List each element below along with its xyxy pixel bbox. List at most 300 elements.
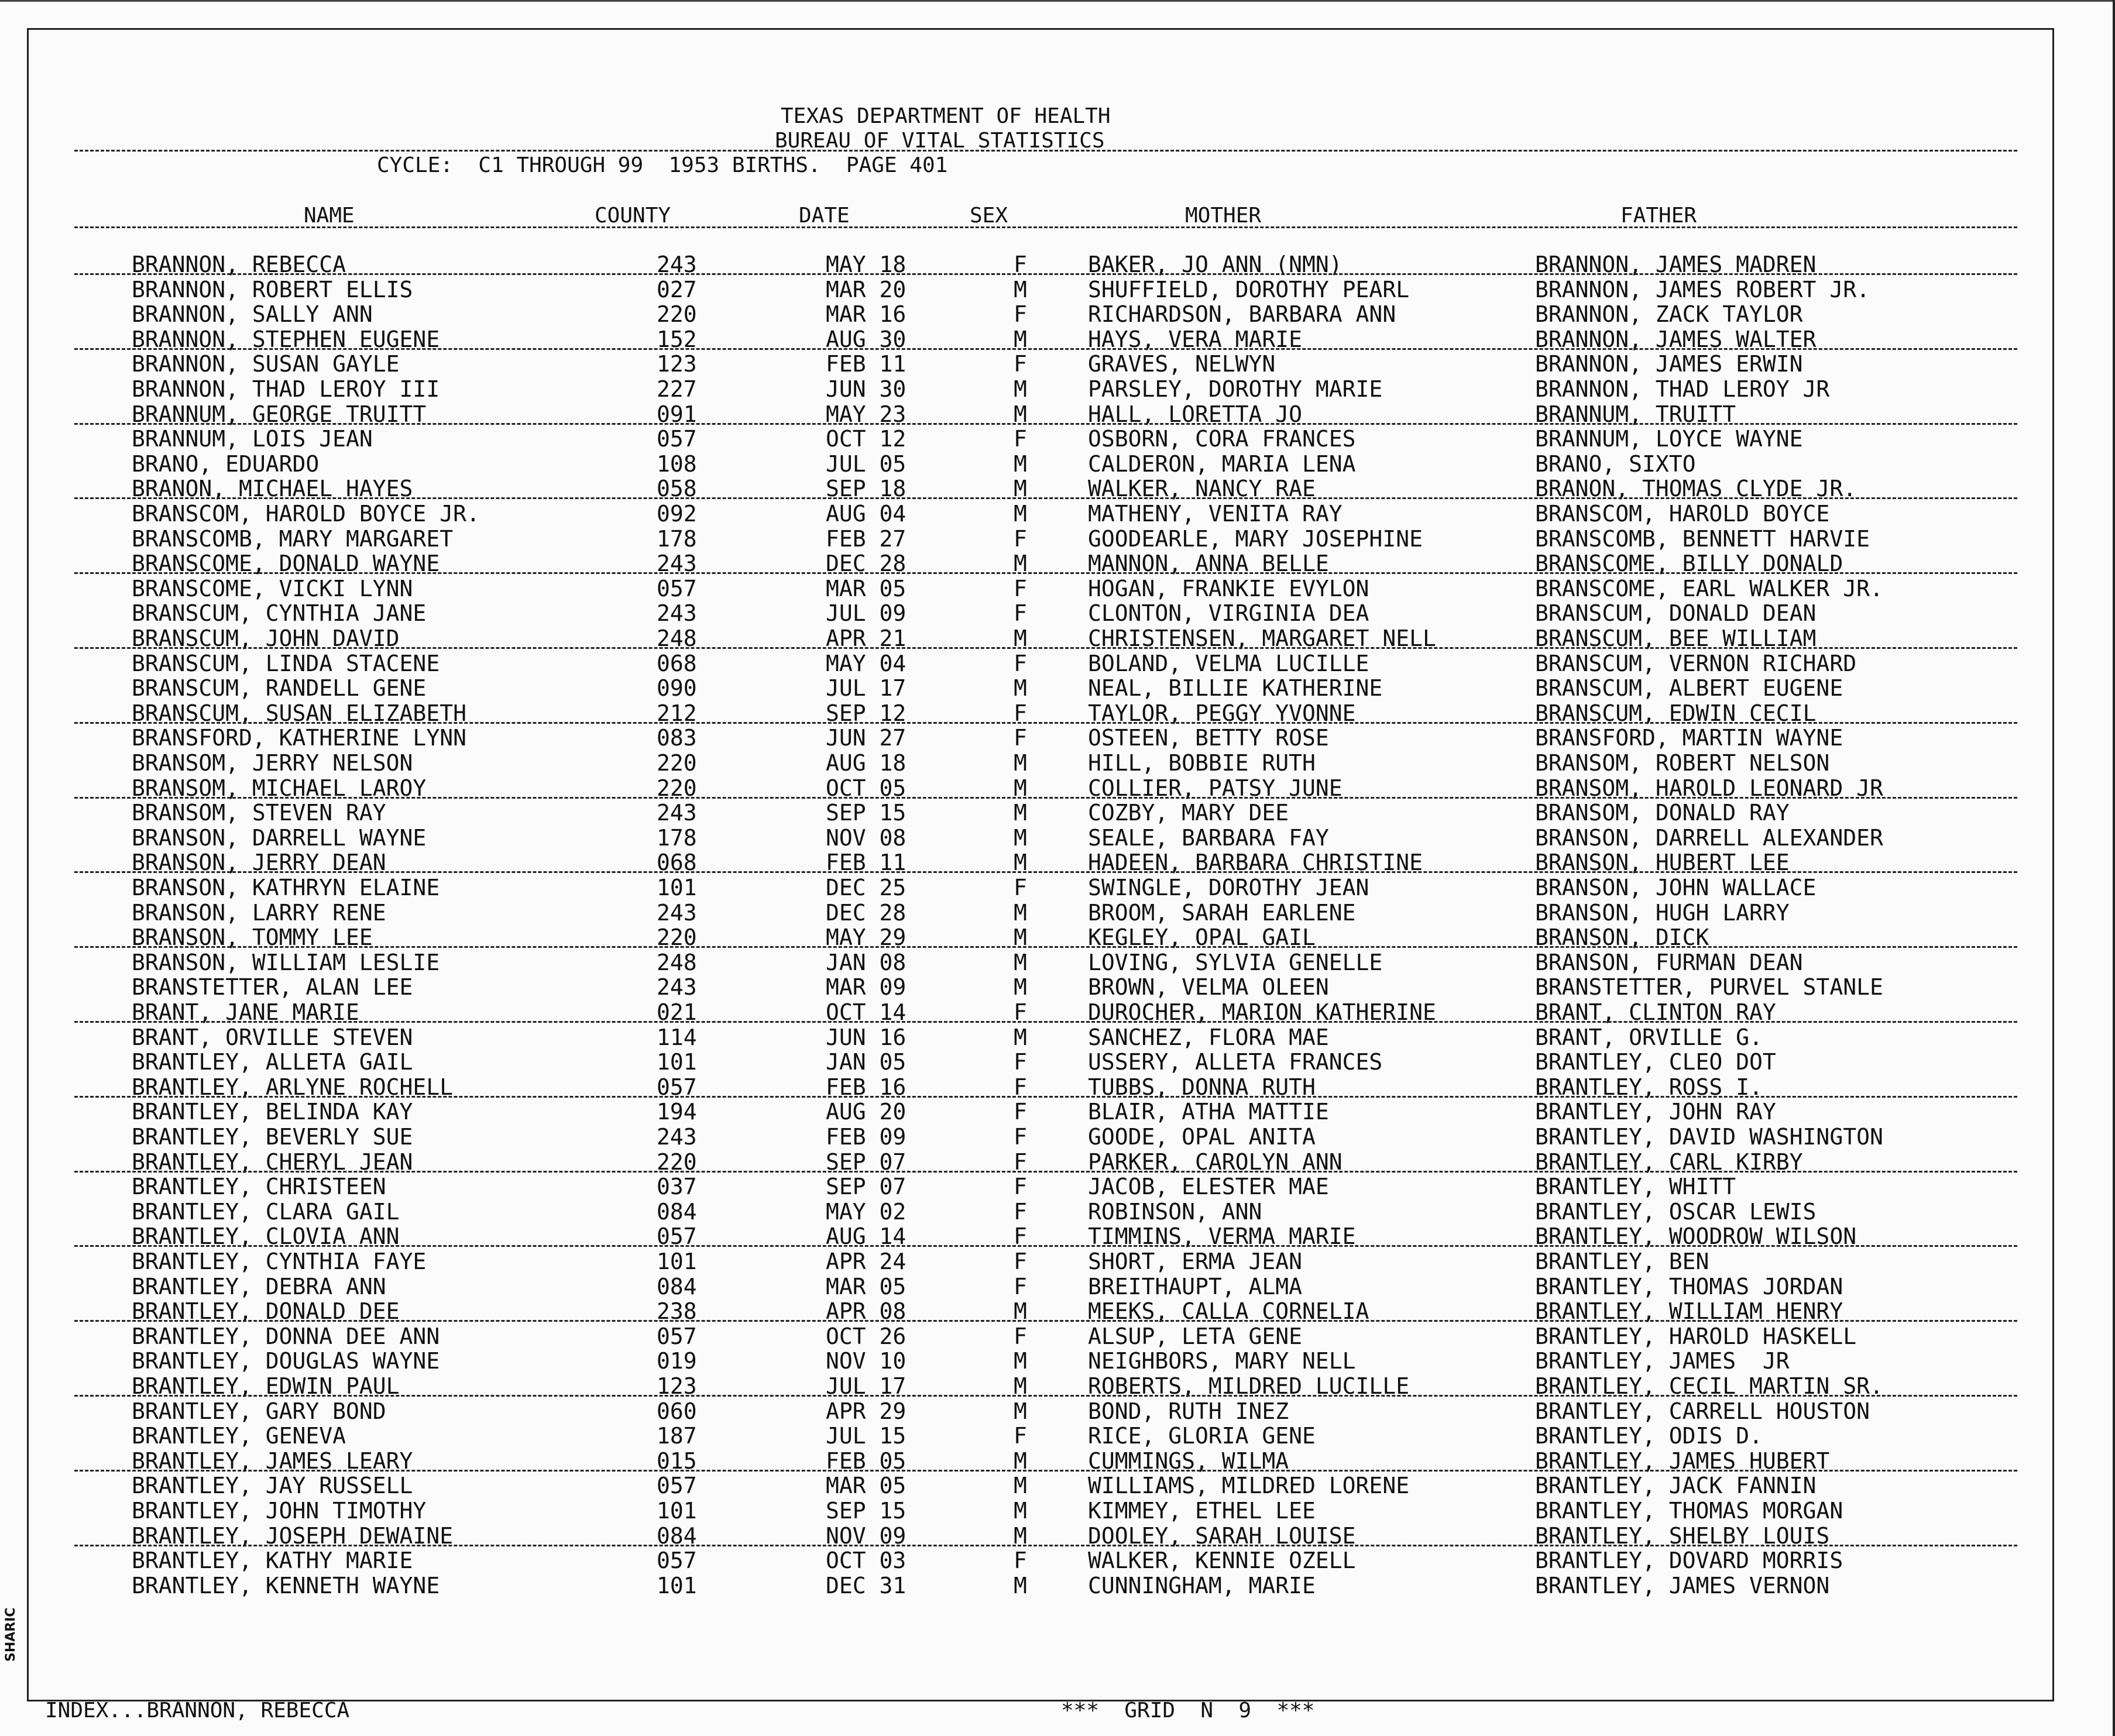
cell-sex: F [1014, 1124, 1027, 1150]
cell-mother: DUROCHER, MARION KATHERINE [1088, 999, 1436, 1025]
cell-name: BRANTLEY, ALLETA GAIL [132, 1049, 413, 1075]
cell-sex: F [1014, 1049, 1027, 1075]
cell-sex: M [1014, 1373, 1027, 1399]
cell-father: BRANTLEY, CARRELL HOUSTON [1535, 1398, 1870, 1424]
table-row [29, 601, 2056, 625]
cell-date: SEP 15 [826, 1498, 907, 1524]
cell-mother: CUMMINGS, WILMA [1088, 1448, 1289, 1474]
cell-sex: F [1014, 600, 1027, 627]
cell-county: 057 [657, 426, 697, 452]
cell-father: BRANT, ORVILLE G. [1535, 1024, 1763, 1050]
cell-name: BRANTLEY, DOUGLAS WAYNE [132, 1348, 440, 1374]
cell-name: BRANTLEY, CLARA GAIL [132, 1198, 400, 1225]
cell-father: BRANNON, JAMES WALTER [1535, 326, 1817, 352]
cell-date: NOV 08 [826, 824, 907, 851]
table-row [29, 1349, 2056, 1373]
cell-father: BRANSCUM, ALBERT EUGENE [1535, 675, 1843, 702]
cell-sex: F [1014, 1423, 1027, 1449]
table-row [29, 875, 2056, 900]
cell-name: BRANT, ORVILLE STEVEN [132, 1024, 413, 1050]
cell-county: 238 [657, 1298, 697, 1325]
cell-mother: BROWN, VELMA OLEEN [1088, 974, 1329, 1001]
cell-sex: F [1014, 1198, 1027, 1225]
cell-mother: NEAL, BILLIE KATHERINE [1088, 675, 1383, 702]
cell-father: BRANON, THOMAS CLYDE JR. [1535, 476, 1857, 502]
cell-county: 101 [657, 1049, 697, 1075]
cell-date: MAR 05 [826, 1273, 907, 1300]
cell-county: 178 [657, 824, 697, 851]
table-row [29, 1174, 2056, 1199]
cell-sex: M [1014, 750, 1027, 776]
cell-mother: MEEKS, CALLA CORNELIA [1088, 1298, 1369, 1325]
cell-father: BRANSOM, DONALD RAY [1535, 800, 1790, 826]
cell-name: BRANSON, TOMMY LEE [132, 924, 373, 951]
cell-sex: M [1014, 451, 1027, 477]
cell-name: BRANSON, JERRY DEAN [132, 850, 386, 876]
cell-name: BRANTLEY, JAY RUSSELL [132, 1473, 413, 1499]
cell-name: BRANNON, SALLY ANN [132, 301, 373, 328]
cell-father: BRANTLEY, OSCAR LEWIS [1535, 1198, 1817, 1225]
cell-father: BRANSON, JOHN WALLACE [1535, 875, 1817, 900]
report-cycle: CYCLE: C1 THROUGH 99 1953 BIRTHS. PAGE 401 [377, 153, 948, 177]
row-rule [74, 423, 2017, 425]
cell-name: BRANSOM, MICHAEL LAROY [132, 775, 427, 801]
cell-county: 114 [657, 1024, 697, 1050]
cell-sex: F [1014, 999, 1027, 1025]
cell-mother: WILLIAMS, MILDRED LORENE [1088, 1473, 1410, 1499]
cell-father: BRANTLEY, ROSS I. [1535, 1074, 1763, 1100]
cell-name: BRANTLEY, GENEVA [132, 1423, 346, 1449]
cell-mother: TUBBS, DONNA RUTH [1088, 1074, 1316, 1100]
cell-date: APR 08 [826, 1298, 907, 1325]
cell-father: BRANNUM, TRUITT [1535, 401, 1736, 427]
cell-date: NOV 09 [826, 1522, 907, 1549]
cell-date: MAY 18 [826, 252, 907, 277]
cell-mother: CHRISTENSEN, MARGARET NELL [1088, 625, 1436, 651]
cell-sex: M [1014, 476, 1027, 502]
table-row [29, 1473, 2056, 1498]
cell-mother: WALKER, NANCY RAE [1088, 476, 1316, 502]
cell-name: BRANSON, WILLIAM LESLIE [132, 949, 440, 975]
cell-date: JUN 27 [826, 725, 907, 751]
table-row [29, 1324, 2056, 1349]
cell-father: BRANNON, ZACK TAYLOR [1535, 301, 1803, 328]
cell-mother: CUNNINGHAM, MARIE [1088, 1572, 1316, 1599]
cell-date: FEB 05 [826, 1448, 907, 1474]
cell-county: 057 [657, 1074, 697, 1100]
cell-sex: M [1014, 1498, 1027, 1524]
cell-sex: M [1014, 1473, 1027, 1499]
cell-name: BRANSON, DARRELL WAYNE [132, 824, 427, 851]
cell-sex: F [1014, 1548, 1027, 1574]
cell-name: BRANTLEY, BELINDA KAY [132, 1099, 413, 1125]
cell-father: BRANTLEY, SHELBY LOUIS [1535, 1522, 1830, 1549]
cell-mother: HALL, LORETTA JO [1088, 401, 1303, 427]
side-label: SHARIC [4, 1607, 18, 1662]
row-rule [74, 348, 2017, 350]
cell-date: OCT 12 [826, 426, 907, 452]
table-row [29, 1199, 2056, 1224]
row-rule [74, 1245, 2017, 1247]
cell-county: 057 [657, 1223, 697, 1250]
cell-father: BRANO, SIXTO [1535, 451, 1696, 477]
cell-father: BRANSON, DARRELL ALEXANDER [1535, 824, 1883, 851]
cell-date: SEP 12 [826, 700, 907, 726]
cell-county: 243 [657, 1124, 697, 1150]
cell-county: 101 [657, 1572, 697, 1599]
cell-name: BRANTLEY, CHRISTEEN [132, 1174, 386, 1200]
cell-name: BRANSCOMB, MARY MARGARET [132, 525, 454, 552]
cell-name: BRANNON, REBECCA [132, 252, 346, 277]
row-rule [74, 722, 2017, 724]
table-row [29, 1099, 2056, 1124]
cell-county: 057 [657, 575, 697, 601]
cell-father: BRANSCUM, BEE WILLIAM [1535, 625, 1817, 651]
cell-father: BRANSCUM, EDWIN CECIL [1535, 700, 1817, 726]
cell-county: 084 [657, 1273, 697, 1300]
cell-father: BRANSCOME, BILLY DONALD [1535, 551, 1843, 577]
row-rule [74, 1096, 2017, 1098]
cell-date: SEP 07 [826, 1149, 907, 1175]
cell-sex: F [1014, 575, 1027, 601]
cell-county: 092 [657, 501, 697, 527]
cell-county: 187 [657, 1423, 697, 1449]
cell-date: MAY 29 [826, 924, 907, 951]
cell-county: 068 [657, 650, 697, 676]
cell-name: BRANTLEY, KENNETH WAYNE [132, 1572, 440, 1599]
cell-name: BRANNON, THAD LEROY III [132, 376, 440, 402]
cell-county: 037 [657, 1174, 697, 1200]
cell-name: BRANSFORD, KATHERINE LYNN [132, 725, 466, 751]
cell-mother: LOVING, SYLVIA GENELLE [1088, 949, 1383, 975]
cell-mother: HADEEN, BARBARA CHRISTINE [1088, 850, 1423, 876]
cell-mother: ALSUP, LETA GENE [1088, 1323, 1303, 1349]
cell-county: 243 [657, 899, 697, 926]
cell-date: APR 29 [826, 1398, 907, 1424]
cell-mother: TIMMINS, VERMA MARIE [1088, 1223, 1356, 1250]
cell-name: BRANSCUM, JOHN DAVID [132, 625, 400, 651]
cell-county: 194 [657, 1099, 697, 1125]
cell-date: MAR 16 [826, 301, 907, 328]
cell-county: 243 [657, 800, 697, 826]
cell-date: JUL 17 [826, 1373, 907, 1399]
cell-sex: F [1014, 1074, 1027, 1100]
cell-name: BRANO, EDUARDO [132, 451, 320, 477]
cell-name: BRANON, MICHAEL HAYES [132, 476, 413, 502]
cell-name: BRANTLEY, CYNTHIA FAYE [132, 1249, 427, 1274]
cell-name: BRANSCOME, VICKI LYNN [132, 575, 413, 601]
row-rule [74, 946, 2017, 948]
cell-county: 101 [657, 1498, 697, 1524]
cell-county: 015 [657, 1448, 697, 1474]
cell-name: BRANNON, SUSAN GAYLE [132, 351, 400, 377]
cell-sex: M [1014, 800, 1027, 826]
cell-county: 068 [657, 850, 697, 876]
cell-sex: F [1014, 525, 1027, 552]
table-row [29, 1050, 2056, 1074]
cell-county: 027 [657, 276, 697, 302]
cell-date: JUL 09 [826, 600, 907, 627]
row-rule [74, 497, 2017, 499]
cell-name: BRANTLEY, DONALD DEE [132, 1298, 400, 1325]
table-row [29, 501, 2056, 526]
table-row [29, 651, 2056, 676]
report-title: TEXAS DEPARTMENT OF HEALTH [781, 104, 1111, 128]
cell-mother: GRAVES, NELWYN [1088, 351, 1276, 377]
cell-county: 212 [657, 700, 697, 726]
cell-father: BRANSOM, ROBERT NELSON [1535, 750, 1830, 776]
cell-name: BRANSCOME, DONALD WAYNE [132, 551, 440, 577]
cell-father: BRANNUM, LOYCE WAYNE [1535, 426, 1803, 452]
cell-date: APR 24 [826, 1249, 907, 1274]
cell-mother: USSERY, ALLETA FRANCES [1088, 1049, 1383, 1075]
cell-date: JUN 30 [826, 376, 907, 402]
table-row [29, 1498, 2056, 1523]
cell-name: BRANTLEY, EDWIN PAUL [132, 1373, 400, 1399]
cell-mother: RICHARDSON, BARBARA ANN [1088, 301, 1396, 328]
cell-father: BRANTLEY, CARL KIRBY [1535, 1149, 1803, 1175]
cell-date: MAY 23 [826, 401, 907, 427]
footer-index: INDEX...BRANNON, REBECCA [45, 1699, 350, 1723]
table-row [29, 277, 2056, 302]
cell-father: BRANSCOM, HAROLD BOYCE [1535, 501, 1830, 527]
cell-father: BRANTLEY, JAMES JR [1535, 1348, 1790, 1374]
cell-date: AUG 04 [826, 501, 907, 527]
cell-sex: F [1014, 1099, 1027, 1125]
cell-date: DEC 28 [826, 899, 907, 926]
cell-sex: M [1014, 1572, 1027, 1599]
table-row [29, 302, 2056, 326]
col-header-sex: SEX [970, 204, 1008, 228]
cell-father: BRANTLEY, CECIL MARTIN SR. [1535, 1373, 1883, 1399]
cell-date: MAY 04 [826, 650, 907, 676]
cell-sex: M [1014, 376, 1027, 402]
cell-sex: M [1014, 1348, 1027, 1374]
table-row [29, 751, 2056, 775]
cell-date: APR 21 [826, 625, 907, 651]
cell-date: FEB 27 [826, 525, 907, 552]
cell-sex: M [1014, 276, 1027, 302]
cell-sex: M [1014, 974, 1027, 1001]
cell-mother: GOODE, OPAL ANITA [1088, 1124, 1316, 1150]
cell-county: 248 [657, 625, 697, 651]
cell-date: JUL 17 [826, 675, 907, 702]
cell-father: BRANTLEY, WOODROW WILSON [1535, 1223, 1857, 1250]
cell-date: DEC 25 [826, 875, 907, 900]
cell-name: BRANSCUM, SUSAN ELIZABETH [132, 700, 466, 726]
cell-date: JAN 08 [826, 949, 907, 975]
cell-name: BRANTLEY, DONNA DEE ANN [132, 1323, 440, 1349]
cell-name: BRANTLEY, GARY BOND [132, 1398, 386, 1424]
cell-father: BRANTLEY, WILLIAM HENRY [1535, 1298, 1843, 1325]
cell-sex: F [1014, 252, 1027, 277]
cell-name: BRANSCUM, LINDA STACENE [132, 650, 440, 676]
cell-county: 057 [657, 1473, 697, 1499]
table-row [29, 676, 2056, 700]
cell-mother: HILL, BOBBIE RUTH [1088, 750, 1316, 776]
table-row [29, 1399, 2056, 1424]
col-header-mother: MOTHER [1185, 204, 1262, 228]
row-rule [74, 572, 2017, 574]
cell-name: BRANSOM, STEVEN RAY [132, 800, 386, 826]
col-header-county: COUNTY [595, 204, 671, 228]
cell-county: 021 [657, 999, 697, 1025]
cell-sex: F [1014, 875, 1027, 900]
cell-date: MAR 20 [826, 276, 907, 302]
cell-sex: M [1014, 1448, 1027, 1474]
cell-mother: GOODEARLE, MARY JOSEPHINE [1088, 525, 1423, 552]
scan-right-edge [2113, 0, 2115, 1736]
cell-father: BRANTLEY, CLEO DOT [1535, 1049, 1776, 1075]
cell-county: 101 [657, 1249, 697, 1274]
table-row [29, 1424, 2056, 1448]
cell-father: BRANTLEY, WHITT [1535, 1174, 1736, 1200]
cell-father: BRANT, CLINTON RAY [1535, 999, 1776, 1025]
cell-date: DEC 28 [826, 551, 907, 577]
table-row [29, 800, 2056, 825]
cell-sex: M [1014, 1298, 1027, 1325]
cell-father: BRANSON, FURMAN DEAN [1535, 949, 1803, 975]
cell-date: OCT 03 [826, 1548, 907, 1574]
cell-county: 220 [657, 301, 697, 328]
cell-county: 152 [657, 326, 697, 352]
cell-sex: M [1014, 401, 1027, 427]
cell-mother: BLAIR, ATHA MATTIE [1088, 1099, 1329, 1125]
col-header-date: DATE [799, 204, 850, 228]
cell-sex: F [1014, 301, 1027, 328]
row-rule [74, 797, 2017, 799]
cell-sex: M [1014, 326, 1027, 352]
cell-county: 243 [657, 600, 697, 627]
cell-date: FEB 16 [826, 1074, 907, 1100]
report-frame [27, 28, 2054, 1723]
cell-father: BRANTLEY, HAROLD HASKELL [1535, 1323, 1857, 1349]
cell-name: BRANSON, LARRY RENE [132, 899, 386, 926]
cell-mother: JACOB, ELESTER MAE [1088, 1174, 1329, 1200]
cell-sex: F [1014, 725, 1027, 751]
cell-father: BRANSFORD, MARTIN WAYNE [1535, 725, 1843, 751]
cell-county: 090 [657, 675, 697, 702]
row-rule [74, 1021, 2017, 1023]
row-rule [74, 1171, 2017, 1173]
cell-county: 220 [657, 775, 697, 801]
cell-date: AUG 14 [826, 1223, 907, 1250]
cell-sex: M [1014, 949, 1027, 975]
cell-name: BRANNON, ROBERT ELLIS [132, 276, 413, 302]
table-row [29, 1125, 2056, 1149]
cell-date: SEP 07 [826, 1174, 907, 1200]
cell-date: MAY 02 [826, 1198, 907, 1225]
cell-date: AUG 18 [826, 750, 907, 776]
cell-sex: M [1014, 551, 1027, 577]
cell-date: DEC 31 [826, 1572, 907, 1599]
cell-father: BRANNON, JAMES ERWIN [1535, 351, 1803, 377]
table-row [29, 1573, 2056, 1598]
cell-name: BRANNUM, GEORGE TRUITT [132, 401, 427, 427]
cell-mother: CALDERON, MARIA LENA [1088, 451, 1356, 477]
cell-date: JUN 16 [826, 1024, 907, 1050]
row-rule [74, 273, 2017, 275]
row-rule [74, 1395, 2017, 1397]
cell-county: 084 [657, 1198, 697, 1225]
cell-mother: BOND, RUTH INEZ [1088, 1398, 1289, 1424]
cell-mother: BREITHAUPT, ALMA [1088, 1273, 1303, 1300]
footer-grid: *** GRID N 9 *** [1061, 1699, 1315, 1723]
cell-mother: OSTEEN, BETTY ROSE [1088, 725, 1329, 751]
cell-name: BRANSCUM, CYNTHIA JANE [132, 600, 427, 627]
cell-mother: MANNON, ANNA BELLE [1088, 551, 1329, 577]
table-row [29, 1274, 2056, 1299]
cell-county: 108 [657, 451, 697, 477]
table-row [29, 1548, 2056, 1573]
table-row [29, 826, 2056, 850]
col-header-father: FATHER [1620, 204, 1697, 228]
cell-father: BRANTLEY, JACK FANNIN [1535, 1473, 1817, 1499]
cell-mother: SHORT, ERMA JEAN [1088, 1249, 1303, 1274]
scan-top-edge [0, 0, 2115, 2]
cell-father: BRANSON, DICK [1535, 924, 1709, 951]
cell-date: OCT 26 [826, 1323, 907, 1349]
cell-mother: PARKER, CAROLYN ANN [1088, 1149, 1343, 1175]
cell-sex: M [1014, 501, 1027, 527]
cell-mother: KIMMEY, ETHEL LEE [1088, 1498, 1316, 1524]
table-row [29, 427, 2056, 451]
cell-name: BRANSON, KATHRYN ELAINE [132, 875, 440, 900]
column-header-rule [74, 226, 2017, 228]
cell-date: OCT 05 [826, 775, 907, 801]
cell-father: BRANTLEY, DAVID WASHINGTON [1535, 1124, 1883, 1150]
cell-mother: BAKER, JO ANN (NMN) [1088, 252, 1343, 277]
cell-mother: COZBY, MARY DEE [1088, 800, 1289, 826]
cell-county: 227 [657, 376, 697, 402]
cell-sex: F [1014, 1323, 1027, 1349]
cell-mother: CLONTON, VIRGINIA DEA [1088, 600, 1369, 627]
header-rule [74, 150, 2017, 152]
cell-name: BRANNON, STEPHEN EUGENE [132, 326, 440, 352]
cell-county: 220 [657, 924, 697, 951]
row-rule [74, 1470, 2017, 1472]
table-row [29, 452, 2056, 476]
table-row [29, 352, 2056, 376]
cell-county: 123 [657, 1373, 697, 1399]
cell-mother: PARSLEY, DOROTHY MARIE [1088, 376, 1383, 402]
cell-date: FEB 11 [826, 850, 907, 876]
cell-sex: F [1014, 1223, 1027, 1250]
cell-name: BRANTLEY, CLOVIA ANN [132, 1223, 400, 1250]
cell-sex: M [1014, 775, 1027, 801]
cell-county: 058 [657, 476, 697, 502]
cell-date: JAN 05 [826, 1049, 907, 1075]
cell-mother: SEALE, BARBARA FAY [1088, 824, 1329, 851]
cell-mother: SHUFFIELD, DOROTHY PEARL [1088, 276, 1410, 302]
cell-father: BRANSTETTER, PURVEL STANLE [1535, 974, 1883, 1001]
cell-county: 243 [657, 551, 697, 577]
cell-sex: F [1014, 1273, 1027, 1300]
row-rule [74, 871, 2017, 873]
cell-mother: WALKER, KENNIE OZELL [1088, 1548, 1356, 1574]
cell-county: 243 [657, 974, 697, 1001]
cell-date: FEB 09 [826, 1124, 907, 1150]
cell-sex: M [1014, 824, 1027, 851]
cell-mother: OSBORN, CORA FRANCES [1088, 426, 1356, 452]
cell-date: MAR 05 [826, 575, 907, 601]
cell-sex: M [1014, 850, 1027, 876]
cell-date: OCT 14 [826, 999, 907, 1025]
cell-county: 220 [657, 750, 697, 776]
cell-mother: SWINGLE, DOROTHY JEAN [1088, 875, 1369, 900]
cell-mother: TAYLOR, PEGGY YVONNE [1088, 700, 1356, 726]
table-row [29, 900, 2056, 925]
